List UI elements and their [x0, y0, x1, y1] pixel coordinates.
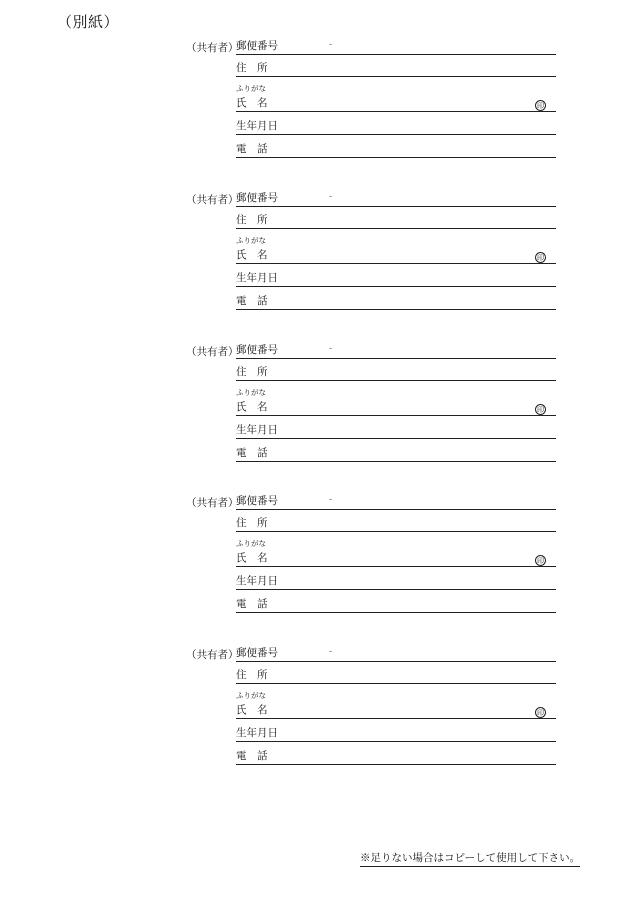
postal-code-field[interactable]	[236, 38, 556, 55]
phone-field[interactable]	[236, 596, 556, 613]
name-field[interactable]	[236, 247, 556, 264]
postal-separator: -	[329, 40, 333, 50]
address-field[interactable]	[236, 60, 556, 77]
address-field[interactable]	[236, 667, 556, 684]
postal-separator: -	[329, 647, 333, 657]
birthdate-label: 生年月日	[236, 575, 278, 587]
furigana-label: ふりがな	[236, 388, 266, 397]
name-label: 氏 名	[236, 97, 268, 109]
name-label: 氏 名	[236, 401, 268, 413]
address-field[interactable]	[236, 364, 556, 381]
birthdate-field[interactable]	[236, 422, 556, 439]
phone-field[interactable]	[236, 293, 556, 310]
postal-code-field[interactable]	[236, 342, 556, 359]
co-owner-block	[0, 495, 630, 635]
address-label: 住 所	[236, 366, 268, 378]
name-label: 氏 名	[236, 704, 268, 716]
postal-label: 郵便番号	[236, 495, 278, 507]
postal-label: 郵便番号	[236, 40, 278, 52]
furigana-label: ふりがな	[236, 539, 266, 548]
furigana-label: ふりがな	[236, 84, 266, 93]
furigana-label: ふりがな	[236, 236, 266, 245]
co-owner-label: （共有者）	[186, 346, 239, 358]
phone-field[interactable]	[236, 445, 556, 462]
birthdate-label: 生年月日	[236, 272, 278, 284]
name-field[interactable]	[236, 550, 556, 567]
name-field[interactable]	[236, 95, 556, 112]
co-owner-block	[0, 647, 630, 787]
postal-label: 郵便番号	[236, 647, 278, 659]
phone-label: 電 話	[236, 598, 268, 610]
postal-label: 郵便番号	[236, 192, 278, 204]
seal-mark: 印	[537, 254, 544, 262]
postal-code-field[interactable]	[236, 190, 556, 207]
page-heading: （別紙）	[57, 13, 120, 31]
birthdate-label: 生年月日	[236, 120, 278, 132]
phone-field[interactable]	[236, 748, 556, 765]
co-owner-label: （共有者）	[186, 42, 239, 54]
furigana-label: ふりがな	[236, 691, 266, 700]
postal-code-field[interactable]	[236, 493, 556, 510]
seal-mark: 印	[537, 709, 544, 717]
phone-label: 電 話	[236, 143, 268, 155]
name-label: 氏 名	[236, 552, 268, 564]
birthdate-field[interactable]	[236, 118, 556, 135]
birthdate-label: 生年月日	[236, 727, 278, 739]
birthdate-field[interactable]	[236, 725, 556, 742]
address-label: 住 所	[236, 669, 268, 681]
postal-label: 郵便番号	[236, 344, 278, 356]
address-field[interactable]	[236, 212, 556, 229]
address-field[interactable]	[236, 515, 556, 532]
co-owner-label: （共有者）	[186, 649, 239, 661]
seal-mark: 印	[537, 557, 544, 565]
phone-label: 電 話	[236, 295, 268, 307]
name-field[interactable]	[236, 399, 556, 416]
seal-mark: 印	[537, 102, 544, 110]
phone-label: 電 話	[236, 447, 268, 459]
phone-label: 電 話	[236, 750, 268, 762]
postal-separator: -	[329, 495, 333, 505]
address-label: 住 所	[236, 214, 268, 226]
name-field[interactable]	[236, 702, 556, 719]
seal-mark: 印	[537, 406, 544, 414]
postal-separator: -	[329, 192, 333, 202]
phone-field[interactable]	[236, 141, 556, 158]
co-owner-block	[0, 344, 630, 484]
postal-code-field[interactable]	[236, 645, 556, 662]
co-owner-block	[0, 192, 630, 332]
postal-separator: -	[329, 344, 333, 354]
address-label: 住 所	[236, 517, 268, 529]
co-owner-label: （共有者）	[186, 194, 239, 206]
address-label: 住 所	[236, 62, 268, 74]
co-owner-label: （共有者）	[186, 497, 239, 509]
birthdate-field[interactable]	[236, 270, 556, 287]
name-label: 氏 名	[236, 249, 268, 261]
co-owner-block	[0, 40, 630, 180]
footer-note: ※足りない場合はコピーして使用して下さい。	[360, 850, 580, 867]
birthdate-field[interactable]	[236, 573, 556, 590]
birthdate-label: 生年月日	[236, 424, 278, 436]
